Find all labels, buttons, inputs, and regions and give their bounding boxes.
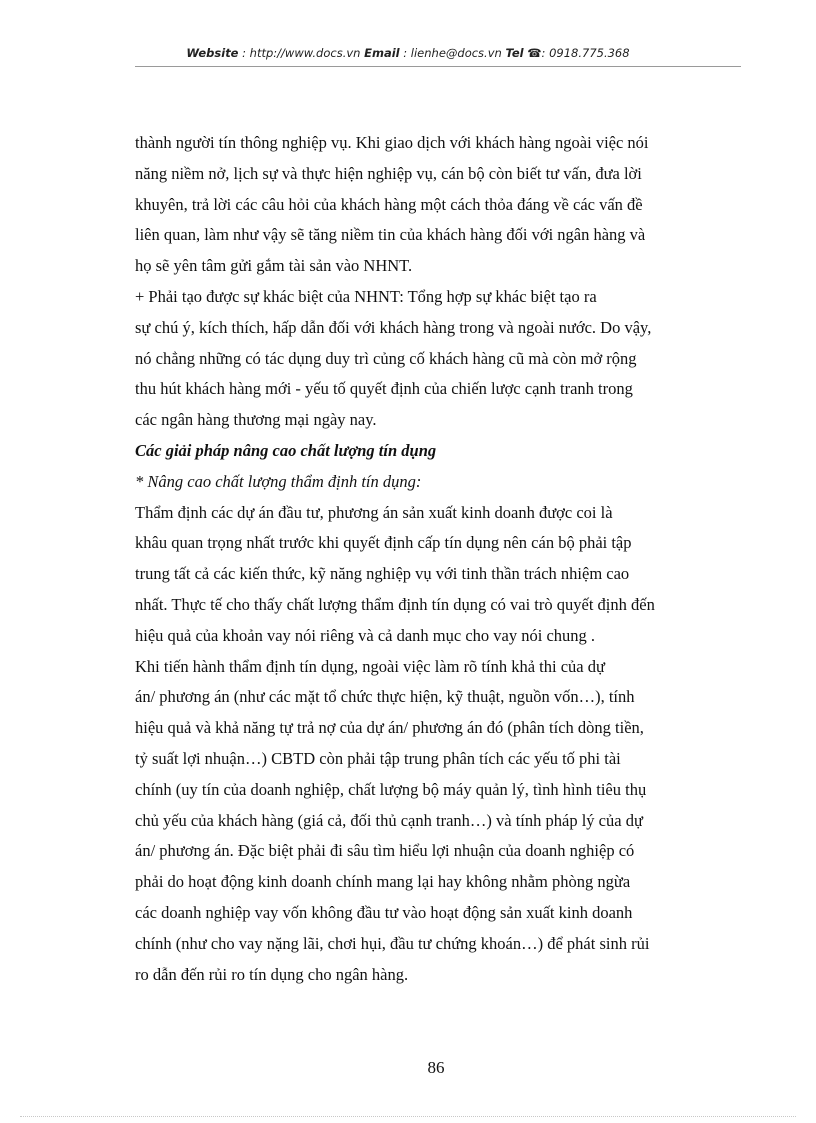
tel-value: : 0918.775.368 [541, 46, 630, 60]
text-line: hiệu quả và khả năng tự trả nợ của dự án/ phương án đó (phân tích dòng tiền, [135, 718, 644, 738]
text-line: tỷ suất lợi nhuận…) CBTD còn phải tập trung phân tích các yếu tố phi tài [135, 748, 621, 768]
text-line: liên quan, làm như vậy sẽ tăng niềm tin của khách hàng đối với ngân hàng và [135, 225, 646, 245]
phone-icon: ☎ [527, 46, 542, 60]
website-value: : http://www.docs.vn [238, 46, 365, 60]
text-line: sự chú ý, kích thích, hấp dẫn đối với khách hàng trong và ngoài nước. Do vậy, [135, 317, 652, 337]
text-line: họ sẽ yên tâm gửi gắm tài sản vào NHNT. [135, 256, 413, 276]
text-line: + Phải tạo được sự khác biệt của NHNT: Tổng hợp sự khác biệt tạo ra [135, 286, 597, 306]
text-line: hiệu quả của khoản vay nói riêng và cả danh mục cho vay nói chung . [135, 625, 596, 645]
website-label: Website [186, 46, 239, 60]
text-line: án/ phương án. Đặc biệt phải đi sâu tìm hiểu lợi nhuận của doanh nghiệp có [135, 841, 635, 861]
header-divider [135, 66, 741, 67]
text-line: chính (uy tín của doanh nghiệp, chất lượng bộ máy quản lý, tình hình tiêu thụ [135, 779, 647, 799]
text-line: phải do hoạt động kinh doanh chính mang lại hay không nhằm phòng ngừa [135, 872, 631, 892]
email-label: Email [364, 46, 400, 60]
text-line: chủ yếu của khách hàng (giá cả, đối thủ cạnh tranh…) và tính pháp lý của dự [135, 810, 643, 830]
text-line: án/ phương án (như các mặt tổ chức thực hiện, kỹ thuật, nguồn vốn…), tính [135, 687, 635, 707]
text-line: các doanh nghiệp vay vốn không đầu tư vào hoạt động sản xuất kinh doanh [135, 902, 633, 922]
text-line: Khi tiến hành thẩm định tín dụng, ngoài việc làm rõ tính khả thi của dự [135, 656, 605, 676]
page-header [0, 46, 816, 60]
text-line: thành người tín thông nghiệp vụ. Khi giao dịch với khách hàng ngoài việc nói [135, 133, 649, 152]
text-line: thu hút khách hàng mới - yếu tố quyết định của chiến lược cạnh tranh trong [135, 379, 633, 399]
subsection-heading: * Nâng cao chất lượng thẩm định tín dụng: [135, 471, 422, 491]
tel-label: Tel [505, 46, 524, 60]
text-line: trung tất cả các kiến thức, kỹ năng nghiệp vụ với tinh thần trách nhiệm cao [135, 564, 630, 584]
text-line: ro dẫn đến rủi ro tín dụng cho ngân hàng. [135, 964, 409, 984]
body-text [135, 128, 745, 990]
text-line: năng niềm nở, lịch sự và thực hiện nghiệp vụ, cán bộ còn biết tư vấn, đưa lời [135, 163, 642, 183]
text-line: khâu quan trọng nhất trước khi quyết định cấp tín dụng nên cán bộ phải tập [135, 533, 632, 553]
text-line: khuyên, trả lời các câu hỏi của khách hàng một cách thỏa đáng về các vấn đề [135, 194, 643, 214]
email-value: : lienhe@docs.vn [399, 46, 506, 60]
text-line: các ngân hàng thương mại ngày nay. [135, 410, 377, 430]
text-line: chính (như cho vay nặng lãi, chơi hụi, đầu tư chứng khoán…) để phát sinh rủi [135, 933, 650, 953]
page-number: 86 [427, 1058, 445, 1077]
text-line: Thẩm định các dự án đầu tư, phương án sản xuất kinh doanh được coi là [135, 502, 613, 522]
footer-divider [20, 1116, 796, 1117]
text-line: nhất. Thực tế cho thấy chất lượng thẩm định tín dụng có vai trò quyết định đến [135, 594, 655, 614]
section-heading: Các giải pháp nâng cao chất lượng tín dụng [135, 440, 437, 460]
text-line: nó chẳng những có tác dụng duy trì củng cố khách hàng cũ mà còn mở rộng [135, 348, 637, 368]
